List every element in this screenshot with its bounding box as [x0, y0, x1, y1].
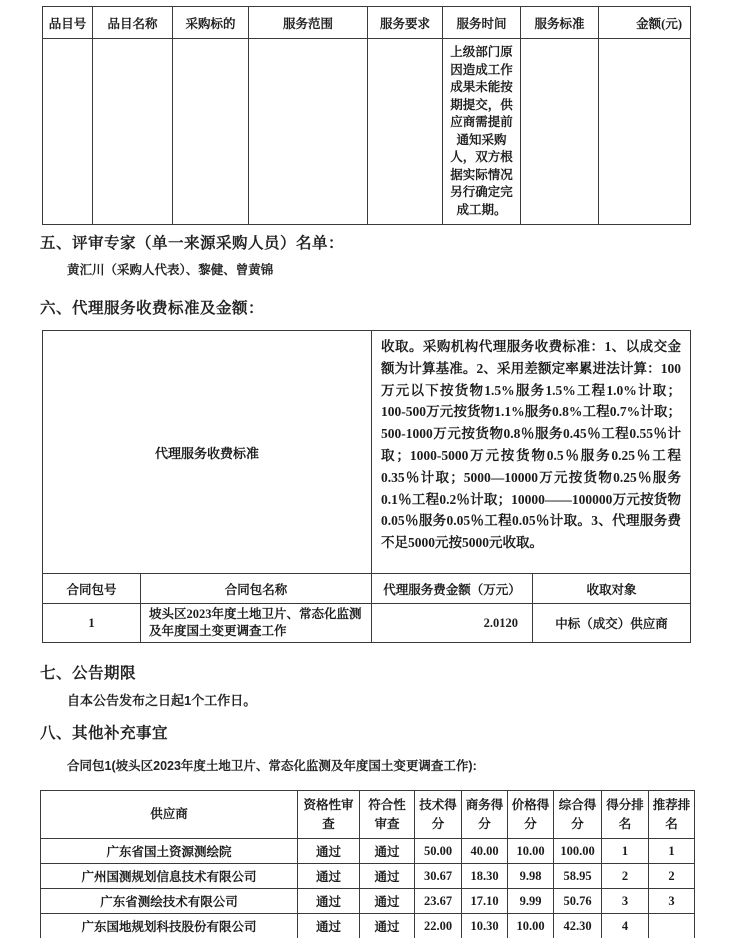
section-6-heading: 六、代理服务收费标准及金额： — [40, 300, 265, 317]
item-table-body-row — [43, 39, 691, 225]
package1-title: 合同包1(坡头区2023年度土地卫片、常态化监测及年度国土变更调查工作): — [67, 759, 477, 773]
score-col-overall-score: 综合得分 — [554, 791, 602, 839]
table-row — [41, 864, 695, 889]
fee-table-header-row — [43, 574, 691, 604]
fee-amount: 2.0120 — [372, 604, 533, 643]
empty-cell — [368, 39, 443, 225]
cell-conformity: 通过 — [360, 839, 415, 864]
cell-price: 9.98 — [508, 864, 554, 889]
cell-business: 18.30 — [462, 864, 508, 889]
item-table — [42, 6, 691, 225]
cell-price: 10.00 — [508, 839, 554, 864]
cell-price: 10.00 — [508, 914, 554, 938]
score-col-price-score: 价格得分 — [508, 791, 554, 839]
col-service-scope: 服务范围 — [249, 7, 368, 39]
cell-qualification: 通过 — [298, 864, 360, 889]
cell-overall: 58.95 — [554, 864, 602, 889]
fee-standard-text-cell: 收取。采购机构代理服务收费标准：1、以成交金额为计算基准。2、采用差额定率累进法计算：100万元以下按货物1.5%服务1.5%工程1.0%计取；100-500万元按货物1.1%服务0.8%工程0.7%计取；500-1000万元按货物0.8％服务0.45％工程0.55％计取；1000-5000万元按货物0.5％服务0.25％工程0.35％计取；5000—10000万元按货物0.25％服务0.1％工程0.2％计取；10000——100000万元按货物0.05％服务0.05％工程0.05％计取。3、代理服务费不足5000元按5000元收取。 — [372, 331, 691, 574]
col-service-requirement: 服务要求 — [368, 7, 443, 39]
item-table-header-row — [43, 7, 691, 39]
empty-cell — [521, 39, 599, 225]
empty-cell — [249, 39, 368, 225]
expert-names: 黄汇川（采购人代表）、黎健、曾黄锦 — [67, 263, 274, 277]
col-service-time: 服务时间 — [443, 7, 521, 39]
col-item-number: 品目号 — [43, 7, 93, 39]
cell-qualification: 通过 — [298, 839, 360, 864]
cell-business: 10.30 — [462, 914, 508, 938]
announcement-period-text: 自本公告发布之日起1个工作日。 — [67, 693, 257, 708]
cell-technical: 23.67 — [415, 889, 462, 914]
score-col-technical-score: 技术得分 — [415, 791, 462, 839]
cell-price: 9.99 — [508, 889, 554, 914]
empty-cell — [173, 39, 249, 225]
cell-conformity: 通过 — [360, 914, 415, 938]
cell-supplier: 广东省国土资源测绘院 — [41, 839, 298, 864]
score-col-supplier: 供应商 — [41, 791, 298, 839]
score-table-header-row — [41, 791, 695, 839]
col-amount: 金额(元) — [599, 7, 691, 39]
section-7-heading: 七、公告期限 — [40, 665, 137, 682]
section-8-heading: 八、其他补充事宜 — [40, 725, 169, 742]
empty-cell — [599, 39, 691, 225]
fee-payer: 中标（成交）供应商 — [533, 604, 691, 643]
cell-supplier: 广东国地规划科技股份有限公司 — [41, 914, 298, 938]
table-row — [41, 889, 695, 914]
score-col-business-score: 商务得分 — [462, 791, 508, 839]
fee-standard-row — [43, 331, 691, 574]
table-row — [41, 914, 695, 938]
cell-overall: 50.76 — [554, 889, 602, 914]
col-procurement-target: 采购标的 — [173, 7, 249, 39]
fee-col-package-no: 合同包号 — [43, 574, 141, 604]
score-table — [40, 790, 695, 938]
fee-col-payer: 收取对象 — [533, 574, 691, 604]
cell-business: 40.00 — [462, 839, 508, 864]
fee-table-data-row — [43, 604, 691, 643]
service-time-cell: 上级部门原因造成工作成果未能按期提交，供应商需提前通知采购人，双方根据实际情况另行确定完成工期。 — [443, 39, 521, 225]
cell-score-rank: 2 — [602, 864, 649, 889]
cell-score-rank: 3 — [602, 889, 649, 914]
cell-recommend-rank: 3 — [649, 889, 695, 914]
cell-supplier: 广东省测绘技术有限公司 — [41, 889, 298, 914]
score-col-score-rank: 得分排名 — [602, 791, 649, 839]
cell-score-rank: 4 — [602, 914, 649, 938]
cell-business: 17.10 — [462, 889, 508, 914]
fee-table — [42, 330, 691, 643]
fee-package-no: 1 — [43, 604, 141, 643]
cell-recommend-rank: 1 — [649, 839, 695, 864]
fee-col-package-name: 合同包名称 — [141, 574, 372, 604]
cell-conformity: 通过 — [360, 864, 415, 889]
score-col-recommend-rank: 推荐排名 — [649, 791, 695, 839]
section-5-heading: 五、评审专家（单一来源采购人员）名单： — [40, 235, 345, 252]
col-service-standard: 服务标准 — [521, 7, 599, 39]
cell-overall: 100.00 — [554, 839, 602, 864]
cell-supplier: 广州国测规划信息技术有限公司 — [41, 864, 298, 889]
table-row — [41, 839, 695, 864]
cell-conformity: 通过 — [360, 889, 415, 914]
col-item-name: 品目名称 — [93, 7, 173, 39]
empty-cell — [93, 39, 173, 225]
fee-standard-label-cell: 代理服务收费标准 — [43, 331, 372, 574]
cell-technical: 50.00 — [415, 839, 462, 864]
score-col-qualification-review: 资格性审查 — [298, 791, 360, 839]
cell-qualification: 通过 — [298, 914, 360, 938]
cell-score-rank: 1 — [602, 839, 649, 864]
cell-technical: 22.00 — [415, 914, 462, 938]
cell-recommend-rank — [649, 914, 695, 938]
cell-technical: 30.67 — [415, 864, 462, 889]
score-col-conformity-review: 符合性审查 — [360, 791, 415, 839]
fee-package-name: 坡头区2023年度土地卫片、常态化监测及年度国土变更调查工作 — [141, 604, 372, 643]
empty-cell — [43, 39, 93, 225]
cell-recommend-rank: 2 — [649, 864, 695, 889]
cell-qualification: 通过 — [298, 889, 360, 914]
fee-col-amount: 代理服务费金额（万元） — [372, 574, 533, 604]
cell-overall: 42.30 — [554, 914, 602, 938]
